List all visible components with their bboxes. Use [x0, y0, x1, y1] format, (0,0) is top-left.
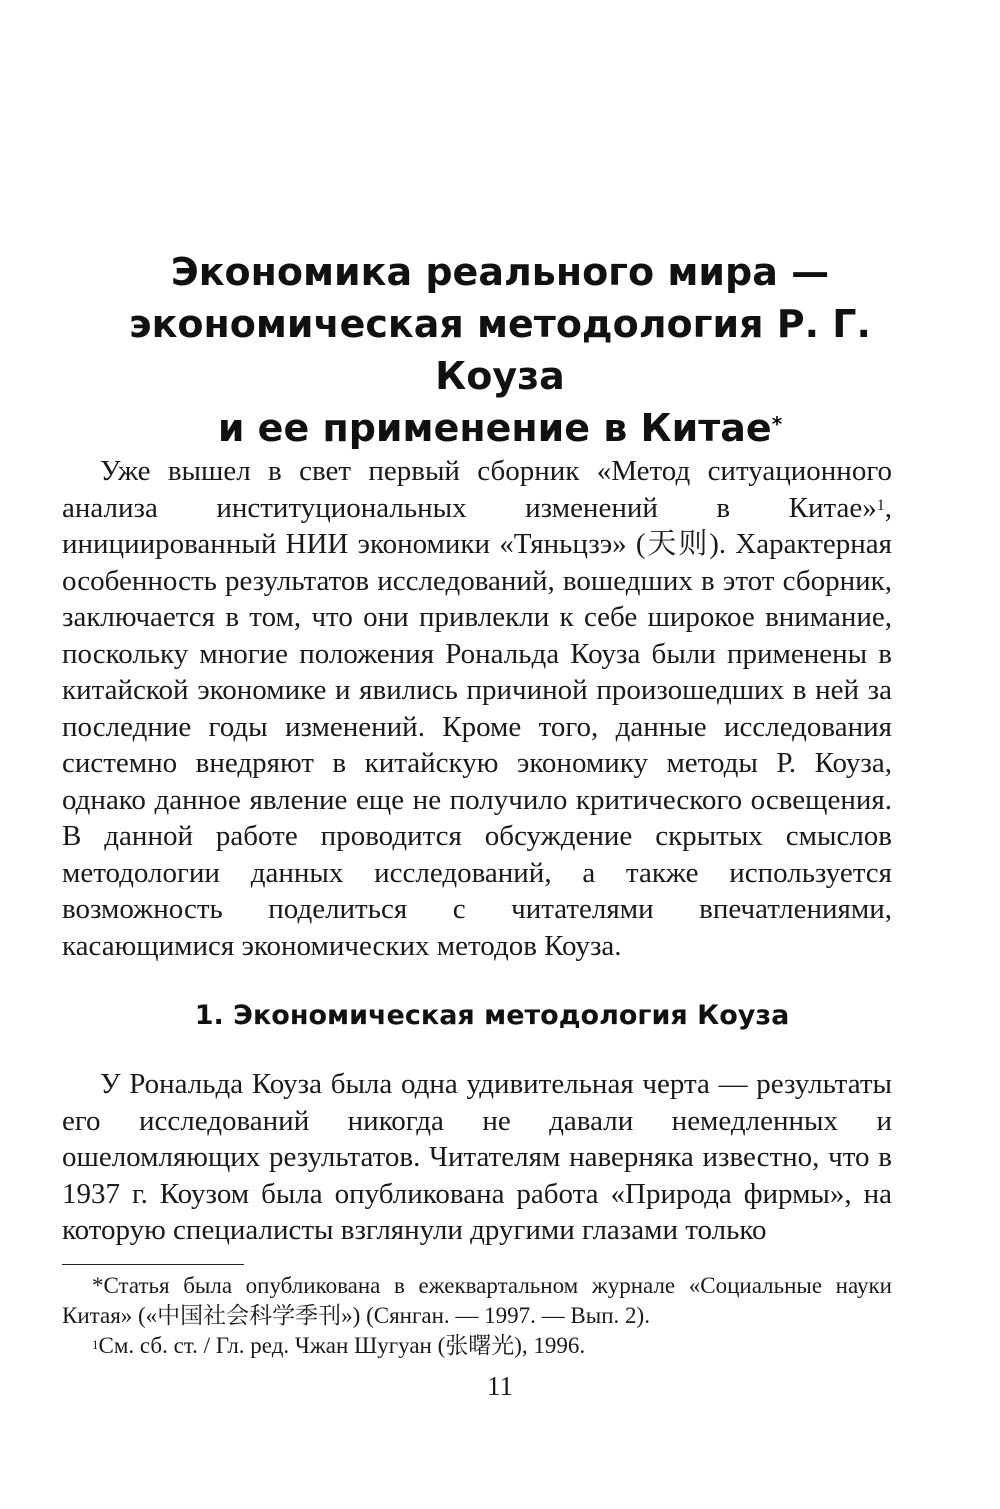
footnote-divider [62, 1264, 244, 1265]
intro-paragraph-part-2: , инициированный НИИ экономики «Тяньцзэ» (天则). Характерная особенность результатов исследований, вошедших в этот сборник, заключается в том, что они привлекли к себе широкое внимание, поскольку многие положения Рональда Коуза были применены в китайской экономике и явились причиной произошедших в ней за последние годы изменений. Кроме того, данные исследования системно внедряют в китайскую экономику методы Р. Коуза, однако данное явление еще не получило критического освещения. В данной работе проводится обсуждение скрытых смыслов методологии данных исследований, а также используется возможность поделиться с читателями впечатлениями, касающимися экономических методов Коуза. [62, 491, 892, 962]
chapter-title-line-1: Экономика реального мира — [170, 250, 830, 294]
chapter-title-line-3: и ее применение в Китае [217, 406, 772, 450]
section-paragraph: У Рональда Коуза была одна удивительная черта — результаты его исследований никогда не давали немедленных и ошеломляющих результатов. Читателям наверняка известно, что в 1937 г. Коузом была опубликована работа «Природа фирмы», на которую специалисты взглянули другими глазами только [62, 1068, 892, 1246]
title-footnote-marker: * [771, 412, 783, 436]
footnote-1-text: Статья была опубликована в ежеквартальном журнале «Социальные науки Китая» («中国社会科学季刊») (Сянган. — 1997. — Вып. 2). [62, 1273, 892, 1328]
footnotes [62, 1271, 892, 1361]
page-number: 11 [487, 1371, 513, 1401]
footnote-2-text: См. сб. ст. / Гл. ред. Чжан Шугуан (张曙光), 1996. [98, 1333, 586, 1358]
chapter-title [60, 246, 940, 454]
footnote-2-marker: 1 [92, 1337, 99, 1352]
section-heading: 1. Экономическая методология Коуза [194, 1000, 790, 1031]
footnote-1 [62, 1271, 892, 1331]
footnote-2 [62, 1331, 892, 1361]
footnote-1-marker: * [92, 1273, 104, 1298]
intro-paragraph-part-1: Уже вышел в свет первый сборник «Метод ситуационного анализа институциональных изменений в Китае» [62, 455, 892, 524]
footnote-reference-1: 1 [876, 496, 885, 514]
chapter-title-line-2: экономическая методология Р. Г. Коуза [129, 302, 871, 398]
intro-paragraph [62, 453, 892, 964]
